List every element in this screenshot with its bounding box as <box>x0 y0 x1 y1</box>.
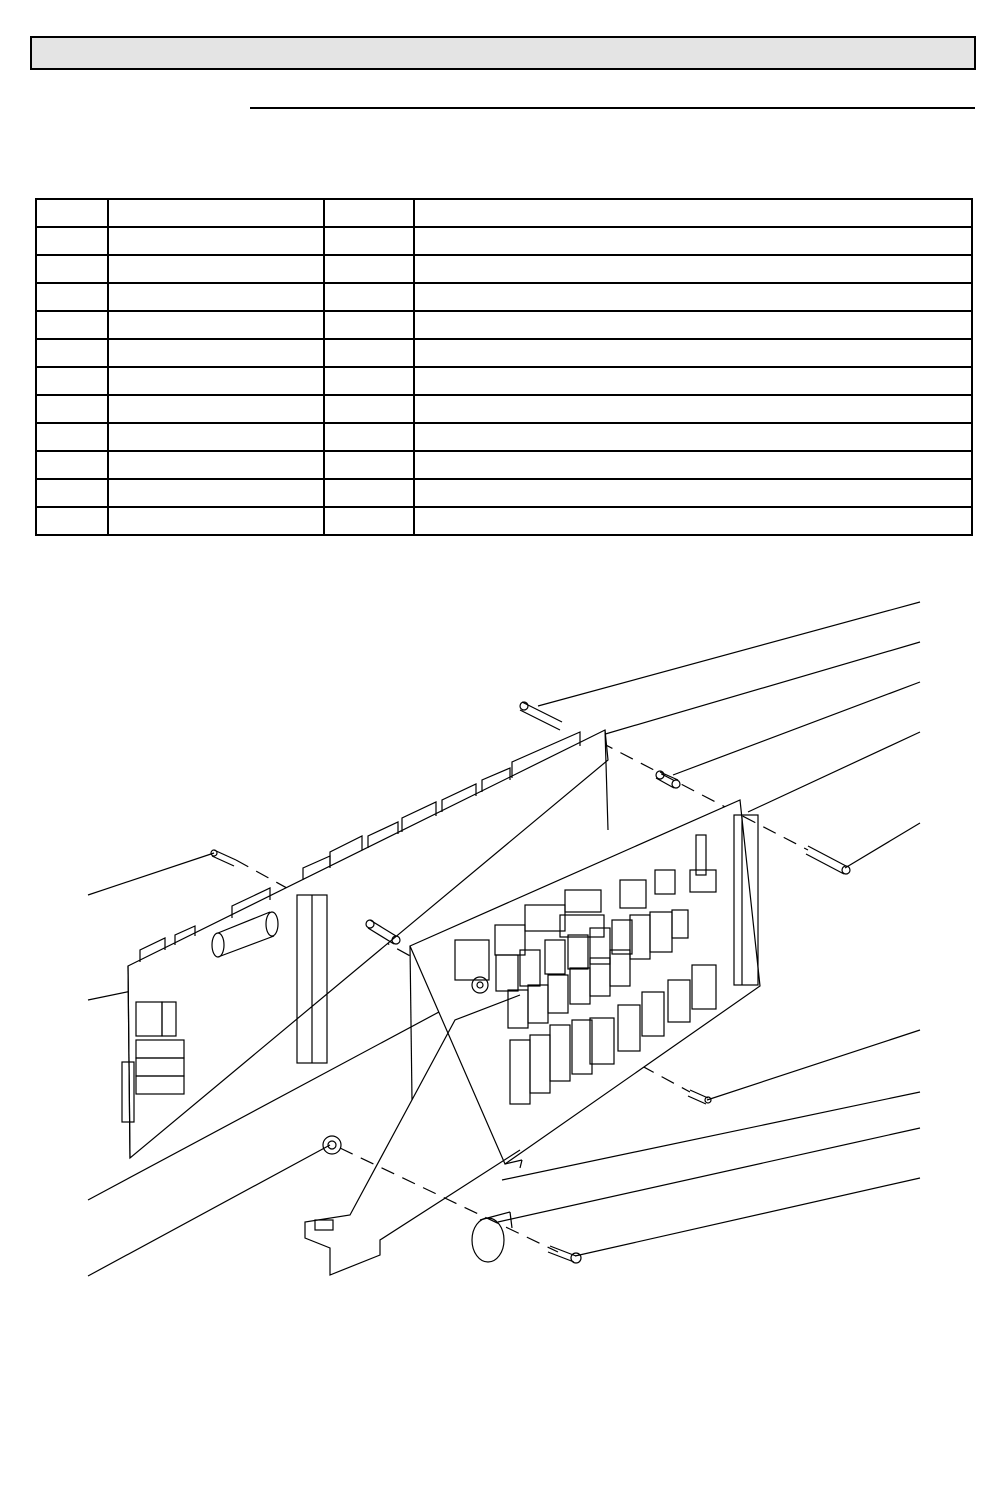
table-cell <box>414 423 972 451</box>
table-row <box>36 507 972 535</box>
table-cell <box>414 367 972 395</box>
table-cell <box>108 255 324 283</box>
column-header <box>108 199 324 227</box>
table-cell <box>108 367 324 395</box>
table-cell <box>108 507 324 535</box>
table-cell <box>414 339 972 367</box>
table-cell <box>36 395 108 423</box>
table-cell <box>108 395 324 423</box>
table-cell <box>108 479 324 507</box>
parts-list-table <box>35 198 973 536</box>
table-row <box>36 227 972 255</box>
table-row <box>36 311 972 339</box>
table-cell <box>108 423 324 451</box>
table-cell <box>324 367 414 395</box>
table-cell <box>36 367 108 395</box>
section-title <box>32 38 974 52</box>
table-row <box>36 283 972 311</box>
table-cell <box>108 283 324 311</box>
table-row <box>36 395 972 423</box>
table-cell <box>324 507 414 535</box>
column-header <box>36 199 108 227</box>
table-cell <box>324 395 414 423</box>
table-row <box>36 367 972 395</box>
table-cell <box>36 283 108 311</box>
table-cell <box>414 283 972 311</box>
table-header-row <box>36 199 972 227</box>
table-cell <box>36 227 108 255</box>
table-cell <box>414 451 972 479</box>
exploded-assembly-diagram <box>0 560 1008 1320</box>
section-title-bar <box>30 36 976 70</box>
table-row <box>36 479 972 507</box>
table-cell <box>324 339 414 367</box>
table-cell <box>414 479 972 507</box>
screw-lower-right <box>688 1090 711 1104</box>
subtitle-rule <box>250 107 975 109</box>
table-cell <box>36 339 108 367</box>
table-cell <box>414 395 972 423</box>
screw-upper-left <box>211 850 236 866</box>
table-cell <box>414 507 972 535</box>
table-cell <box>414 311 972 339</box>
column-header <box>414 199 972 227</box>
table-cell <box>36 451 108 479</box>
table-cell <box>324 227 414 255</box>
table-cell <box>324 255 414 283</box>
table-cell <box>108 311 324 339</box>
table-row <box>36 255 972 283</box>
table-cell <box>108 227 324 255</box>
table-cell <box>108 339 324 367</box>
hex-nut <box>323 1136 341 1154</box>
table-cell <box>36 507 108 535</box>
screw-top <box>520 702 562 730</box>
table-cell <box>324 283 414 311</box>
table-cell <box>36 423 108 451</box>
ferrite-clip <box>472 1212 512 1262</box>
screw-bottom <box>548 1246 581 1263</box>
table-cell <box>36 479 108 507</box>
table-cell <box>36 311 108 339</box>
table-row <box>36 423 972 451</box>
table-cell <box>324 423 414 451</box>
table-cell <box>324 479 414 507</box>
screw-long-right <box>806 846 850 874</box>
table-cell <box>414 227 972 255</box>
table-cell <box>108 451 324 479</box>
table-cell <box>324 451 414 479</box>
table-cell <box>36 255 108 283</box>
table-row <box>36 451 972 479</box>
table-row <box>36 339 972 367</box>
table-cell <box>414 255 972 283</box>
table-cell <box>324 311 414 339</box>
column-header <box>324 199 414 227</box>
